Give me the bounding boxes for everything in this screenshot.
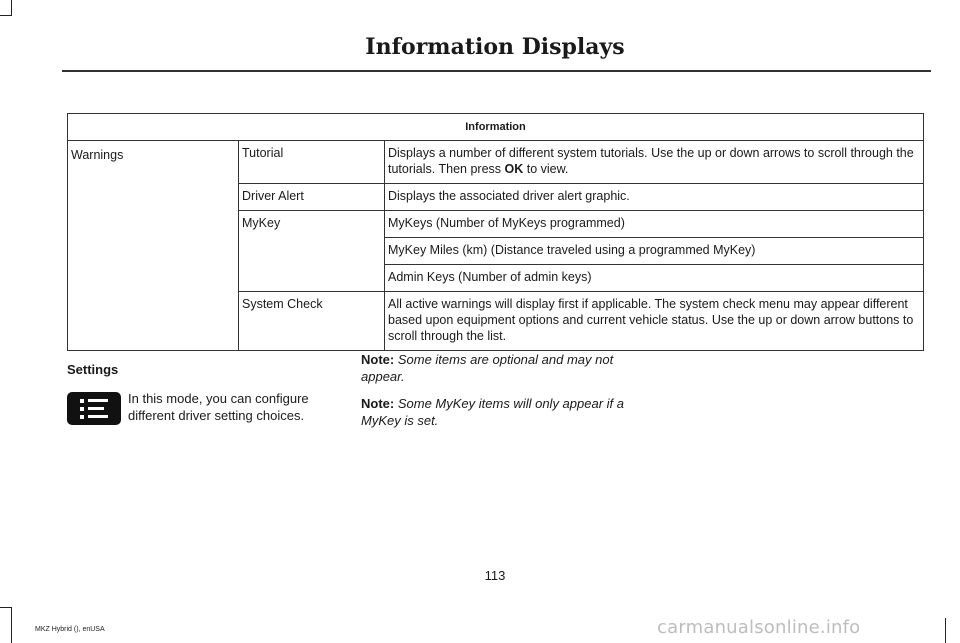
settings-description: In this mode, you can configure different driver setting choices.	[128, 391, 309, 423]
footer-text: MKZ Hybrid (), enUSA	[35, 626, 105, 633]
note-text: Some MyKey items will only appear if a MyKey is set.	[361, 396, 624, 428]
note	[361, 351, 641, 385]
header-rule	[62, 70, 931, 72]
desc-text: to view.	[523, 162, 569, 176]
note-label: Note:	[361, 396, 395, 411]
item-cell	[239, 211, 385, 292]
item-cell	[239, 184, 385, 211]
item-label: System Check	[242, 297, 323, 311]
crop-mark-bottom-left-h	[0, 607, 12, 608]
category-cell	[68, 141, 239, 351]
desc-cell	[385, 141, 924, 184]
item-description	[385, 141, 923, 183]
category-label: Warnings	[71, 148, 124, 162]
note	[361, 395, 641, 429]
item-label: MyKey	[242, 216, 281, 230]
item-description: Displays the associated driver alert graphic.	[388, 189, 630, 203]
desc-cell	[385, 265, 924, 292]
item-label: Driver Alert	[242, 189, 304, 203]
settings-section	[67, 362, 337, 423]
table-row	[68, 141, 924, 184]
crop-mark-bottom-right-v	[945, 618, 946, 643]
crop-mark-bottom-left-v	[11, 607, 12, 643]
item-label: Tutorial	[242, 146, 284, 160]
settings-heading: Settings	[67, 362, 119, 377]
information-table	[67, 113, 924, 351]
table-header: Information	[68, 114, 924, 141]
item-description: MyKeys (Number of MyKeys programmed)	[388, 216, 625, 230]
item-description: Admin Keys (Number of admin keys)	[388, 270, 592, 284]
item-description: All active warnings will display first if applicable. The system check menu may appear different based upon equipment options and current vehicle status. Use the up or down arrow buttons to scroll through the list.	[388, 297, 914, 343]
item-cell	[239, 141, 385, 184]
watermark: carmanualsonline.info	[657, 617, 861, 638]
notes-section	[361, 351, 641, 439]
desc-cell	[385, 184, 924, 211]
desc-cell	[385, 211, 924, 238]
crop-mark-top-left-h	[0, 15, 12, 16]
note-text: Some items are optional and may not appear.	[361, 352, 614, 384]
crop-mark-top-left-v	[11, 0, 12, 15]
desc-cell	[385, 292, 924, 351]
ok-button-label: OK	[504, 162, 524, 176]
page-title: Information Displays	[365, 34, 625, 60]
note-label: Note:	[361, 352, 395, 367]
page-number: 113	[484, 568, 506, 583]
item-cell	[239, 292, 385, 351]
settings-menu-icon	[67, 392, 121, 425]
item-description: MyKey Miles (km) (Distance traveled using a programmed MyKey)	[388, 243, 756, 257]
desc-text: Displays a number of different system tutorials. Use the up or down arrows to scroll through the tutorials. Then press	[388, 146, 914, 176]
desc-cell	[385, 238, 924, 265]
